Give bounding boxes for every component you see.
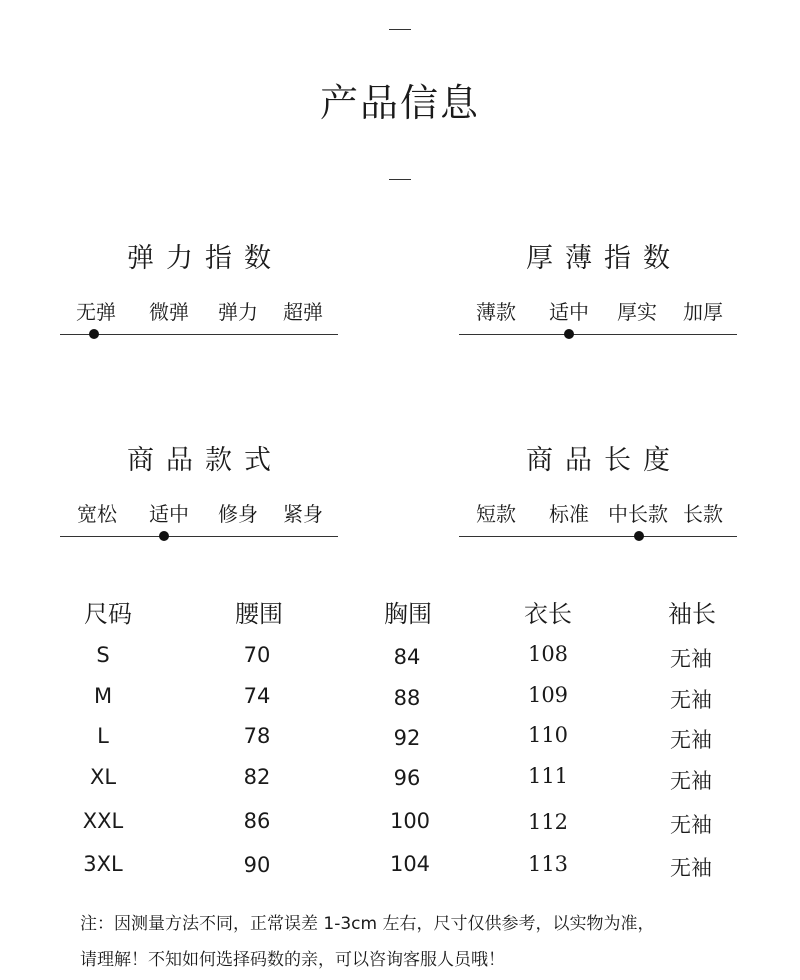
indicator-scale-line (459, 536, 737, 537)
table-cell-bust: 88 (393, 686, 421, 710)
indicator-option: 紧身 (283, 502, 323, 526)
indicator-option: 适中 (149, 502, 189, 526)
indicator-selected-marker (564, 329, 574, 339)
indicator-scale-line (60, 536, 338, 537)
measurement-note-line-1: 注：因测量方法不同，正常误差 1-3cm 左右，尺寸仅供参考，以实物为准， (80, 914, 655, 934)
table-cell-bust: 92 (393, 726, 421, 750)
table-cell-length: 113 (527, 852, 569, 876)
indicator-option: 微弹 (149, 300, 189, 324)
indicator-title: 弹力指数 (127, 243, 283, 274)
indicator-option: 无弹 (76, 300, 116, 324)
table-cell-size: XXL (82, 809, 124, 833)
indicator-selected-marker (159, 531, 169, 541)
indicator-title: 商品长度 (526, 445, 682, 476)
table-cell-length: 112 (527, 810, 569, 834)
indicator-selected-marker (89, 329, 99, 339)
table-cell-waist: 82 (243, 765, 271, 789)
table-cell-size: M (93, 684, 113, 708)
indicator-option: 厚实 (617, 300, 657, 324)
table-cell-sleeve: 无袖 (670, 813, 712, 837)
indicator-option: 标准 (549, 502, 589, 526)
measurement-note-line-2: 请理解！不知如何选择码数的亲，可以咨询客服人员哦！ (80, 950, 505, 970)
table-cell-length: 111 (527, 764, 569, 788)
indicator-option: 宽松 (77, 502, 117, 526)
table-cell-bust: 96 (393, 766, 421, 790)
indicator-selected-marker (634, 531, 644, 541)
table-cell-length: 109 (527, 683, 569, 707)
title-divider (389, 179, 411, 180)
table-cell-size: 3XL (83, 852, 123, 876)
indicator-option: 薄款 (476, 300, 516, 324)
table-cell-sleeve: 无袖 (670, 728, 712, 752)
indicator-option: 中长款 (608, 502, 668, 526)
table-cell-sleeve: 无袖 (670, 769, 712, 793)
indicator-option: 长款 (683, 502, 723, 526)
table-cell-sleeve: 无袖 (670, 688, 712, 712)
indicator-title: 商品款式 (127, 445, 283, 476)
table-cell-waist: 78 (243, 724, 271, 748)
indicator-option: 弹力 (218, 300, 258, 324)
top-divider (389, 29, 411, 30)
indicator-option: 加厚 (683, 300, 723, 324)
table-cell-bust: 104 (389, 852, 431, 876)
table-cell-sleeve: 无袖 (670, 856, 712, 880)
table-cell-waist: 70 (243, 643, 271, 667)
indicator-title: 厚薄指数 (526, 243, 682, 274)
table-cell-sleeve: 无袖 (670, 647, 712, 671)
table-header-size: 尺码 (84, 600, 132, 628)
table-cell-waist: 74 (243, 684, 271, 708)
indicator-scale-line (60, 334, 338, 335)
table-header-waist: 腰围 (235, 600, 283, 628)
page-title: 产品信息 (319, 81, 480, 125)
indicator-option: 短款 (476, 502, 516, 526)
table-cell-length: 108 (527, 642, 569, 666)
table-cell-waist: 86 (243, 809, 271, 833)
table-header-length: 衣长 (524, 600, 572, 628)
table-cell-size: L (97, 724, 109, 748)
table-cell-size: S (96, 643, 110, 667)
table-cell-size: XL (89, 765, 117, 789)
table-header-bust: 胸围 (384, 600, 432, 628)
indicator-option: 超弹 (283, 300, 323, 324)
indicator-scale-line (459, 334, 737, 335)
table-cell-length: 110 (527, 723, 569, 747)
table-cell-waist: 90 (243, 853, 271, 877)
table-cell-bust: 84 (393, 645, 421, 669)
table-header-sleeve: 袖长 (668, 600, 716, 628)
indicator-option: 适中 (549, 300, 589, 324)
table-cell-bust: 100 (389, 809, 431, 833)
indicator-option: 修身 (218, 502, 258, 526)
